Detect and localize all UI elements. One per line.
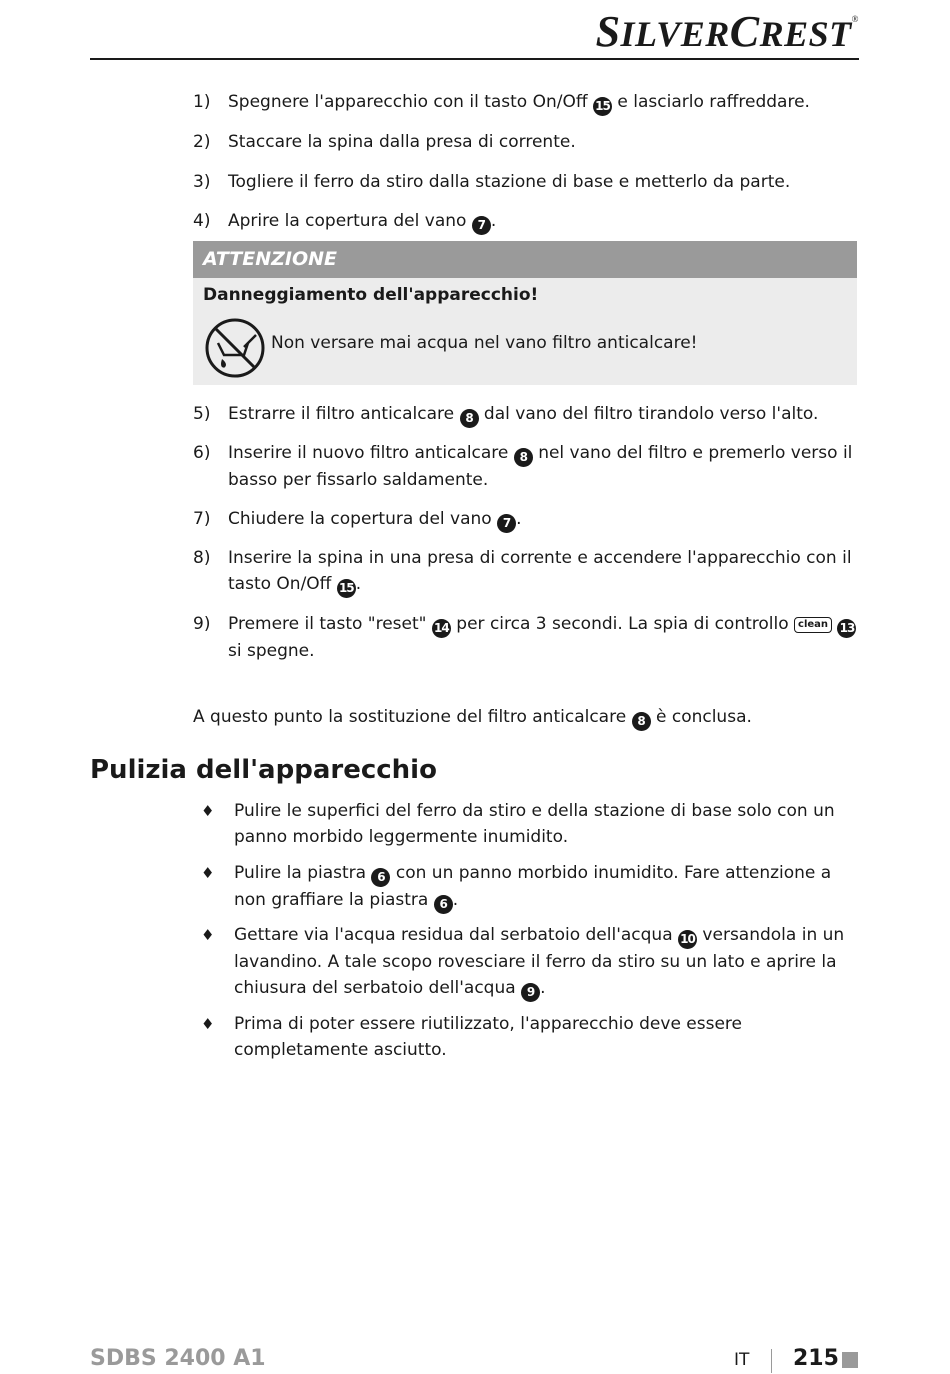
header-rule: [90, 58, 859, 60]
step-4: 4) Aprire la copertura del vano 7 .: [193, 208, 857, 235]
bullet-item: ♦ Pulire la piastra 6 con un panno morbido inumidito. Fare attenzione a non graffiare la piastra 6 .: [193, 860, 857, 914]
bullet-diamond-icon: ♦: [201, 1015, 215, 1033]
step-8: 8) Inserire la spina in una presa di corrente e accendere l'apparecchio con il tasto On/Off 15 .: [193, 545, 857, 598]
step-5: 5) Estrarre il filtro anticalcare 8 dal vano del filtro tirandolo verso l'alto.: [193, 401, 857, 428]
no-water-icon: [204, 317, 266, 379]
warning-heading: ATTENZIONE: [193, 241, 857, 278]
step-1: 1) Spegnere l'apparecchio con il tasto On/Off 15 e lasciarlo raffreddare.: [193, 89, 857, 116]
ref-number: 15: [337, 579, 356, 598]
ref-number: 9: [521, 983, 540, 1002]
footer-language: IT: [734, 1350, 750, 1370]
bullet-diamond-icon: ♦: [201, 926, 215, 944]
footer-model: SDBS 2400 A1: [90, 1346, 266, 1371]
page-number: 215: [793, 1346, 839, 1371]
ref-number: 13: [837, 619, 856, 638]
bullet-item: ♦ Prima di poter essere riutilizzato, l'apparecchio deve essere completamente asciutto.: [193, 1011, 857, 1063]
bullet-diamond-icon: ♦: [201, 864, 215, 882]
section-title: Pulizia dell'apparecchio: [90, 755, 437, 785]
ref-number: 8: [514, 448, 533, 467]
bullet-item: ♦ Gettare via l'acqua residua dal serbatoio dell'acqua 10 versandola in un lavandino. A tale scopo rovesciare il ferro da stiro su un lato e aprire la chiusura del serbatoio dell'acqua 9 .: [193, 922, 857, 1002]
ref-number: 15: [593, 97, 612, 116]
ref-number: 10: [678, 930, 697, 949]
step-2: 2) Staccare la spina dalla presa di corrente.: [193, 132, 576, 152]
brand-logo: SILVERCREST®: [595, 7, 859, 56]
ref-number: 8: [632, 712, 651, 731]
bullet-diamond-icon: ♦: [201, 802, 215, 820]
ref-number: 6: [434, 895, 453, 914]
step-9: 9) Premere il tasto "reset" 14 per circa 3 secondi. La spia di controllo clean 13 si spegne.: [193, 611, 857, 664]
footer-square-icon: [842, 1352, 858, 1368]
ref-number: 7: [497, 514, 516, 533]
warning-box: [193, 241, 857, 385]
step-7: 7) Chiudere la copertura del vano 7 .: [193, 506, 857, 533]
ref-number: 7: [472, 216, 491, 235]
clean-indicator-label: clean: [794, 617, 832, 633]
footer-separator: [771, 1349, 772, 1373]
step-6: 6) Inserire il nuovo filtro anticalcare 8 nel vano del filtro e premerlo verso il basso per fissarlo saldamente.: [193, 443, 853, 490]
warning-text: Non versare mai acqua nel vano filtro anticalcare!: [271, 333, 698, 353]
warning-title: Danneggiamento dell'apparecchio!: [203, 285, 539, 305]
bullet-item: ♦ Pulire le superfici del ferro da stiro e della stazione di base solo con un panno morbido leggermente inumidito.: [193, 798, 857, 850]
step-3: 3) Togliere il ferro da stiro dalla stazione di base e metterlo da parte.: [193, 172, 791, 192]
ref-number: 14: [432, 619, 451, 638]
ref-number: 8: [460, 409, 479, 428]
conclusion-paragraph: A questo punto la sostituzione del filtro anticalcare 8 è conclusa.: [193, 704, 752, 731]
ref-number: 6: [371, 868, 390, 887]
